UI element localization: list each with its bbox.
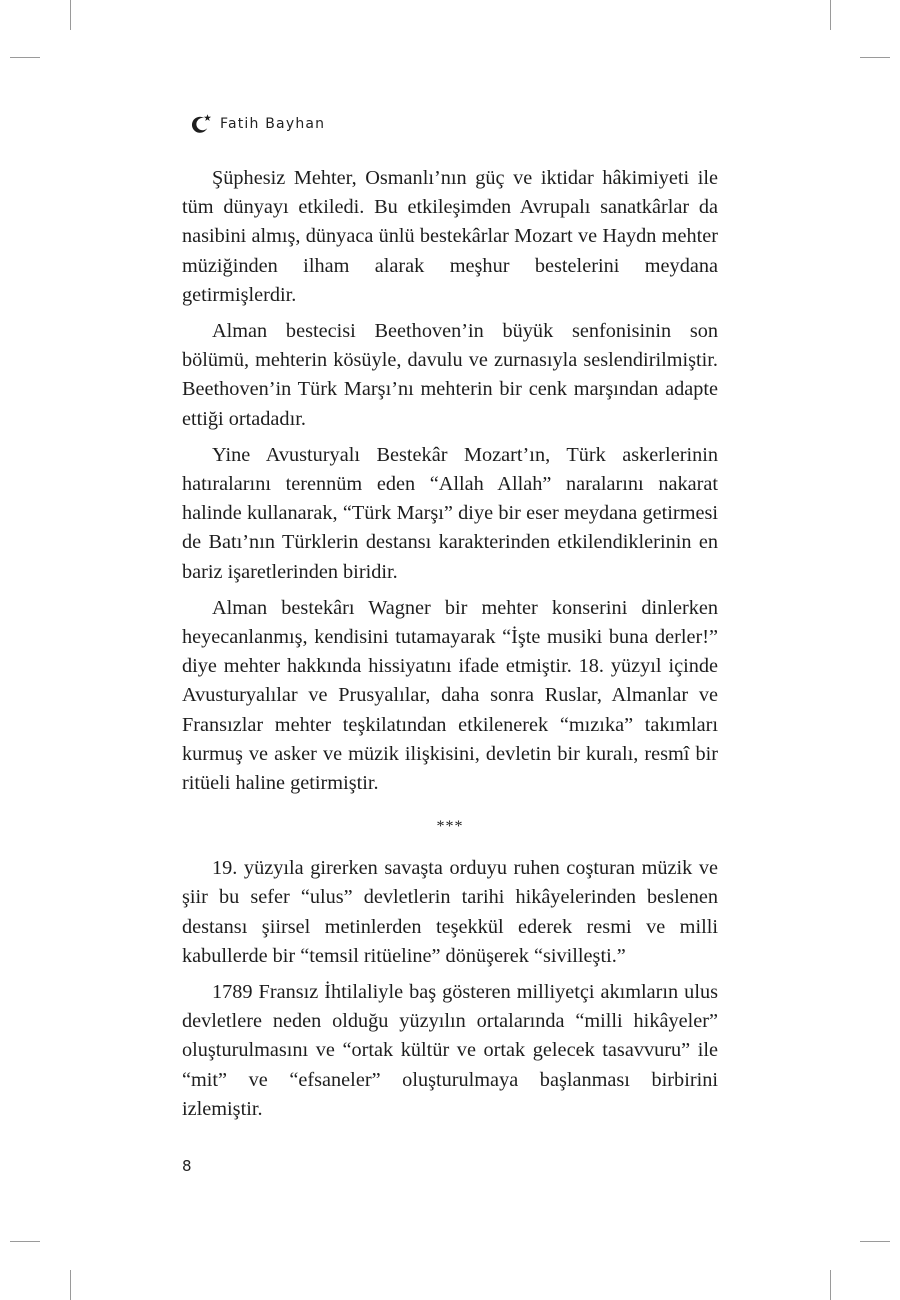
- crop-mark: [830, 1270, 831, 1300]
- crop-mark: [10, 57, 40, 58]
- crop-mark: [70, 1270, 71, 1300]
- running-header: [190, 113, 325, 135]
- page-number: 8: [182, 1157, 192, 1175]
- crop-mark: [860, 1241, 890, 1242]
- author-name: Fatih Bayhan: [220, 116, 326, 132]
- paragraph: Alman bestekârı Wagner bir mehter konserini dinlerken heyecanlanmış, kendisini tutamayarak “İşte musiki buna derler!” diye mehter hakkında hissiyatını ifade etmiştir. 18. yüzyıl içinde Avusturyalılar ve Prusyalılar, daha sonra Ruslar, Almanlar ve Fransızlar mehter teşkilatından etkilenerek “mızıka” takımları kurmuş ve asker ve müzik ilişkisini, devletin bir kuralı, resmî bir ritüeli haline getirmiştir.: [182, 596, 718, 795]
- paragraph: 19. yüzyıla girerken savaşta orduyu ruhen coşturan müzik ve şiir bu sefer “ulus” devletlerin tarihi hikâyelerinden beslenen destansı şiirsel metinlerden teşekkül ederek resmi ve milli kabullerde bir “temsil ritüeline” dönüşerek “sivilleşti.”: [182, 857, 718, 967]
- crescent-star-icon: [190, 113, 212, 135]
- crop-mark: [10, 1241, 40, 1242]
- paragraph: 1789 Fransız İhtilaliyle baş gösteren milliyetçi akımların ulus devletlere neden olduğu yüzyılın ortalarında “milli hikâyeler” oluşturulmasını ve “ortak kültür ve ortak gelecek tasavvuru” ile “mit” ve “efsaneler” oluşturulmaya başlanması birbirini izlemiştir.: [182, 981, 718, 1120]
- crop-mark: [830, 0, 831, 30]
- paragraph: Yine Avusturyalı Bestekâr Mozart’ın, Türk askerlerinin hatıralarını terennüm eden “Allah Allah” naralarını nakarat halinde kullanarak, “Türk Marşı” diye bir eser meydana getirmesi de Batı’nın Türklerin destansı karakterinden etkilendiklerinin en bariz işaretlerinden biridir.: [182, 443, 718, 583]
- crop-mark: [70, 0, 71, 30]
- paragraph: Şüphesiz Mehter, Osmanlı’nın güç ve iktidar hâkimiyeti ile tüm dünyayı etkiledi. Bu etkileşimden Avrupalı sanatkârlar da nasibini almış, dünyaca ünlü bestekârlar Mozart ve Haydn mehter müziğinden ilham alarak meşhur bestelerini meydana getirmişlerdir.: [182, 167, 718, 306]
- section-break: ***: [436, 818, 464, 836]
- crop-mark: [860, 57, 890, 58]
- body-text: [182, 164, 718, 1131]
- paragraph: Alman bestecisi Beethoven’in büyük senfonisinin son bölümü, mehterin kösüyle, davulu ve zurnasıyla seslendirilmiştir. Beethoven’in Türk Marşı’nı mehterin bir cenk marşından adapte ettiği ortadadır.: [182, 320, 718, 430]
